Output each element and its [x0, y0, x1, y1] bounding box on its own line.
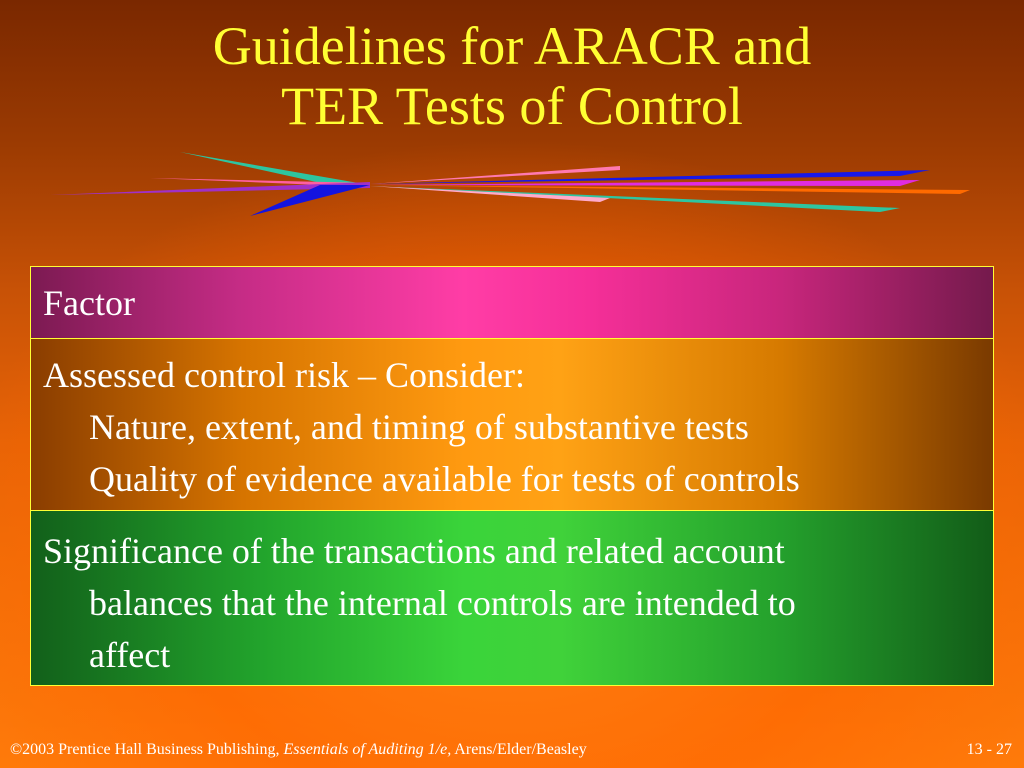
factor-header-label: Factor — [43, 283, 135, 323]
control-risk-heading: Assessed control risk – Consider: — [43, 355, 525, 395]
page-number: 13 - 27 — [966, 741, 1012, 758]
title-line-2: TER Tests of Control — [281, 76, 743, 136]
title-line-1: Guidelines for ARACR and — [212, 16, 812, 76]
slide-footer — [0, 738, 1024, 762]
table-header-row — [31, 267, 993, 339]
streak-magenta-right — [370, 180, 920, 186]
book-title: Essentials of Auditing 1/e, — [283, 741, 452, 758]
streak-pink-lower — [370, 186, 610, 202]
factor-table — [30, 266, 994, 686]
significance-line-2: balances that the internal controls are intended to — [89, 583, 796, 623]
decorative-streaks — [0, 140, 1024, 230]
slide-title — [0, 16, 1024, 136]
table-row — [31, 339, 993, 511]
book-authors: Arens/Elder/Beasley — [451, 741, 587, 758]
copyright-prefix: ©2003 Prentice Hall Business Publishing, — [10, 741, 284, 758]
table-row — [31, 511, 993, 685]
significance-line-3: affect — [89, 635, 171, 675]
control-risk-item-2: Quality of evidence available for tests of controls — [89, 459, 800, 499]
control-risk-item-1: Nature, extent, and timing of substantive tests — [89, 407, 749, 447]
streak-orange-right — [370, 185, 970, 194]
significance-line-1: Significance of the transactions and related account — [43, 531, 785, 571]
copyright-text — [10, 738, 587, 762]
